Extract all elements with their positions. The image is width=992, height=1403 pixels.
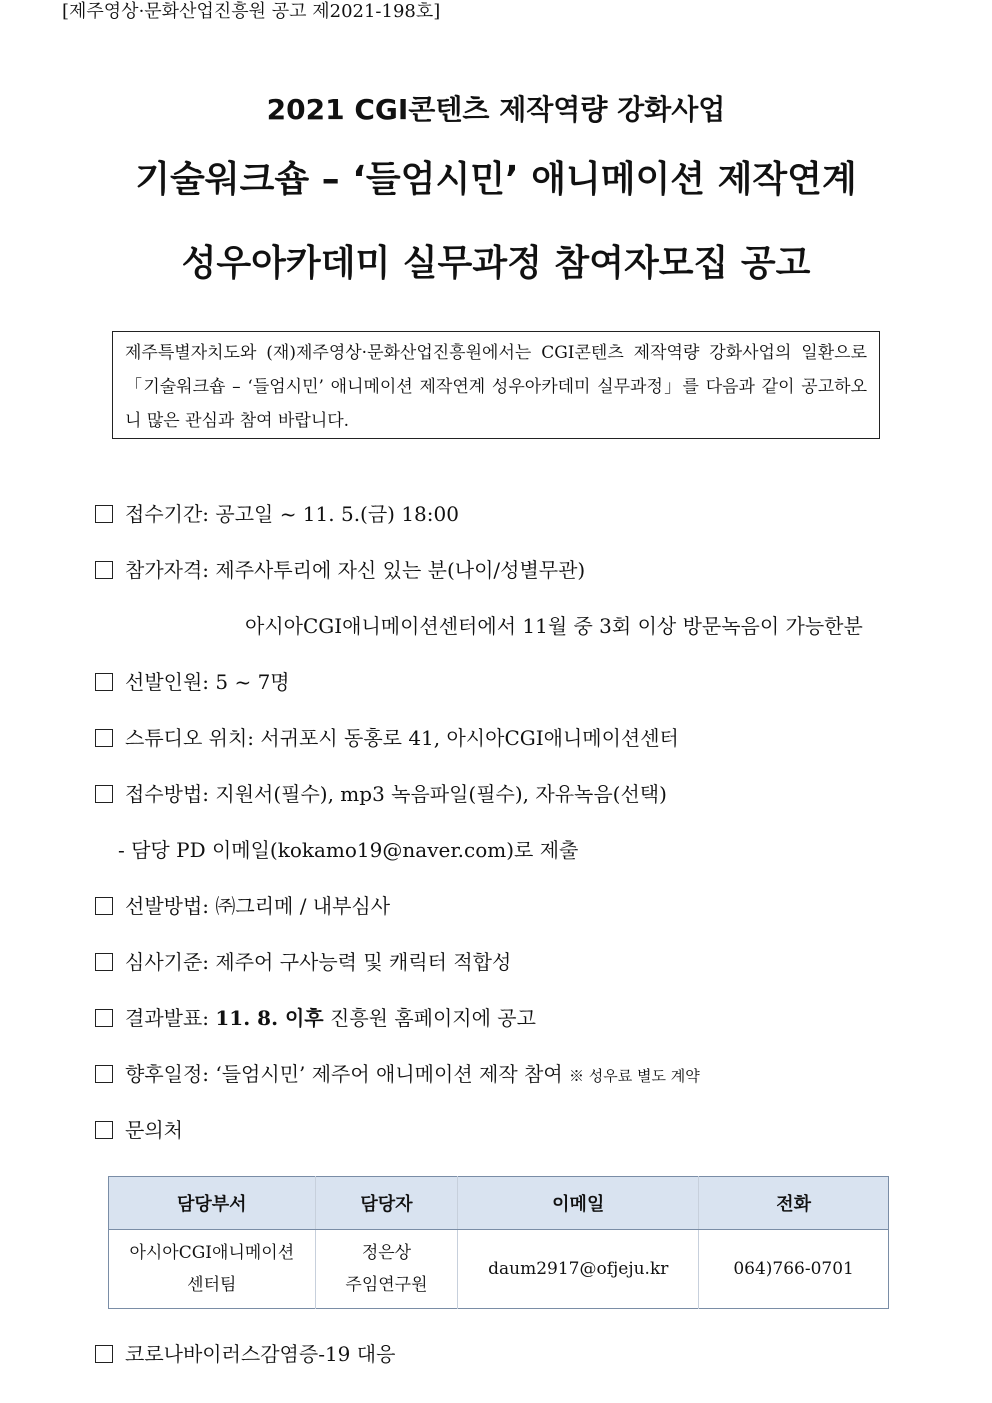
header-dept: 담당부서 [109,1177,316,1230]
table-row [109,1230,889,1309]
header-email: 이메일 [458,1177,699,1230]
dept-line-2: 센터팀 [187,1275,237,1295]
cell-person [315,1230,458,1309]
period-text: 접수기간: 공고일 ~ 11. 5.(금) 18:00 [125,502,459,526]
item-selection [95,890,390,922]
result-label: 결과발표: [125,1006,216,1030]
checkbox-icon [95,1065,113,1083]
cell-phone: 064)766-0701 [699,1230,889,1309]
title-line-1: 기술워크숍 – ‘들엄시민’ 애니메이션 제작연계 [135,159,857,200]
contact-table [108,1176,889,1309]
item-result [95,1002,536,1034]
checkbox-icon [95,953,113,971]
intro-box [112,331,880,439]
selection-text: 선발방법: ㈜그리메 / 내부심사 [125,894,391,918]
checkbox-icon [95,1009,113,1027]
item-schedule [95,1058,700,1092]
criteria-text: 심사기준: 제주어 구사능력 및 캐릭터 적합성 [125,950,512,974]
checkbox-icon [95,729,113,747]
method-text: 접수방법: 지원서(필수), mp3 녹음파일(필수), 자유녹음(선택) [125,782,667,806]
item-criteria [95,946,511,978]
headcount-text: 선발인원: 5 ~ 7명 [125,670,290,694]
checkbox-icon [95,561,113,579]
cell-email: daum2917@ofjeju.kr [458,1230,699,1309]
cell-dept [109,1230,316,1309]
notice-number: [제주영상·문화산업진흥원 공고 제2021-198호] [62,1,441,22]
result-rest: 진흥원 홈페이지에 공고 [323,1006,536,1030]
header-person: 담당자 [315,1177,458,1230]
item-inquiry [95,1114,183,1146]
header-phone: 전화 [699,1177,889,1230]
title-line-2: 성우아카데미 실무과정 참여자모집 공고 [181,243,811,284]
corona-text: 코로나바이러스감염증-19 대응 [125,1342,396,1366]
studio-text: 스튜디오 위치: 서귀포시 동홍로 41, 아시아CGI애니메이션센터 [125,726,679,750]
eligibility-text: 참가자격: 제주사투리에 자신 있는 분(나이/성별무관) [125,558,586,582]
checkbox-icon [95,1345,113,1363]
item-period [95,498,459,530]
item-headcount [95,666,290,698]
item-corona [95,1338,395,1370]
inquiry-text: 문의처 [125,1118,183,1142]
person-line-2: 주임연구원 [345,1275,428,1295]
eligibility-continued: 아시아CGI애니메이션센터에서 11월 중 3회 이상 방문녹음이 가능한분 [245,614,863,638]
checkbox-icon [95,785,113,803]
person-line-1: 정은상 [361,1243,412,1263]
result-date: 11. 8. 이후 [215,1006,324,1030]
checkbox-icon [95,673,113,691]
checkbox-icon [95,505,113,523]
subtitle: 2021 CGI콘텐츠 제작역량 강화사업 [266,93,726,126]
contact-table-header [109,1177,889,1230]
method-submit-line: - 담당 PD 이메일(kokamo19@naver.com)로 제출 [118,838,579,862]
schedule-note: ※ 성우료 별도 계약 [569,1067,700,1085]
item-eligibility [95,554,585,586]
item-method [95,778,667,810]
checkbox-icon [95,897,113,915]
item-studio [95,722,679,754]
schedule-text: 향후일정: ‘들엄시민’ 제주어 애니메이션 제작 참여 [125,1062,563,1086]
dept-line-1: 아시아CGI애니메이션 [129,1243,295,1263]
intro-text: 제주특별자치도와 (재)제주영상·문화산업진흥원에서는 CGI콘텐츠 제작역량 강화사업의 일환으로 「기술워크숍 – ‘들엄시민’ 애니메이션 제작연계 성우아카데미 실무과정」를 다음과 같이 공고하오니 많은 관심과 참여 바랍니다. [125,343,867,431]
checkbox-icon [95,1121,113,1139]
